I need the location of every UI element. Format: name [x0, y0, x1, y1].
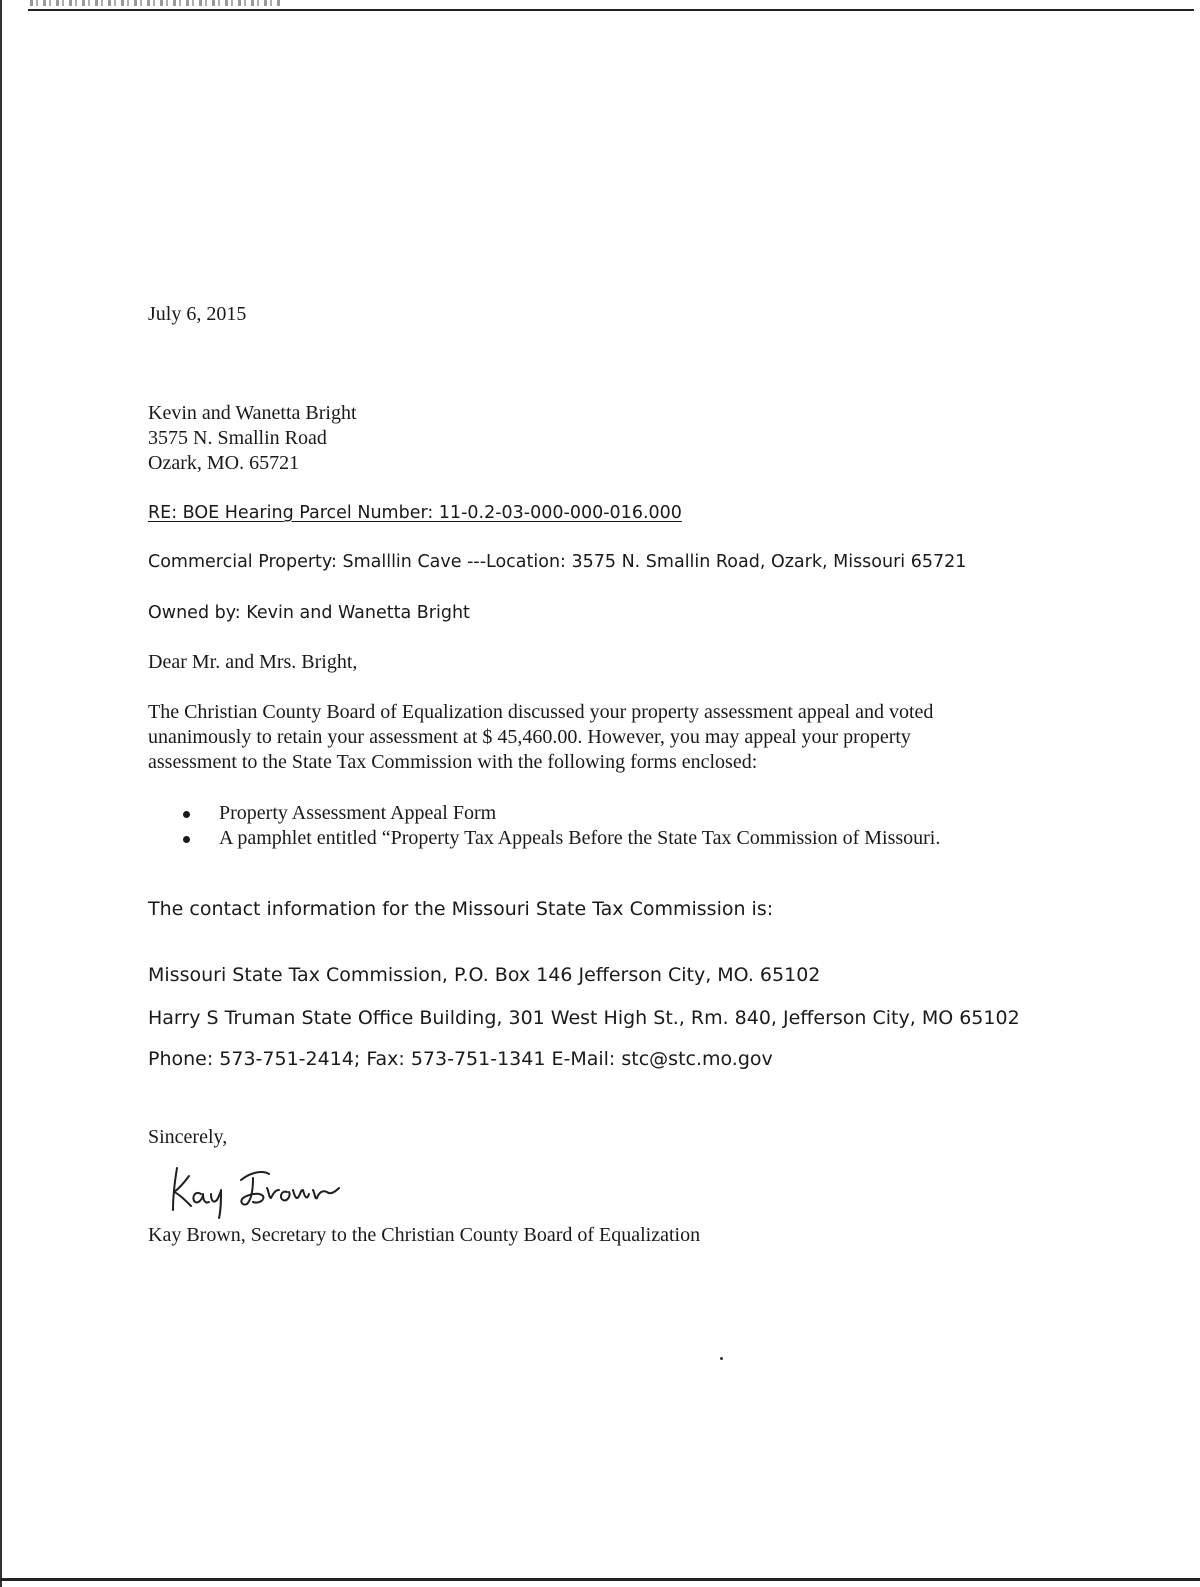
body-line: The Christian County Board of Equalization discussed your property assessment appeal and voted	[148, 701, 934, 723]
contact-phone-line: Phone: 573-751-2414; Fax: 573-751-1341 E-Mail: stc@stc.mo.gov	[148, 1048, 773, 1070]
letter-date: July 6, 2015	[148, 303, 247, 325]
scan-header-marks	[30, 0, 280, 6]
enclosure-label: A pamphlet entitled “Property Tax Appeals Before the State Tax Commission of Missouri.	[219, 827, 941, 849]
body-line: unanimously to retain your assessment at $ 45,460.00. However, you may appeal your property	[148, 726, 911, 748]
list-item	[174, 801, 940, 826]
bullet-icon	[183, 836, 190, 843]
property-line: Commercial Property: Smalllin Cave ---Location: 3575 N. Smallin Road, Ozark, Missouri 65721	[148, 552, 967, 572]
body-paragraph	[148, 700, 933, 775]
recipient-address	[148, 401, 357, 476]
recipient-city-state-zip: Ozark, MO. 65721	[148, 452, 300, 474]
contact-intro: The contact information for the Missouri State Tax Commission is:	[148, 898, 774, 920]
contact-mailing: Missouri State Tax Commission, P.O. Box 146 Jefferson City, MO. 65102	[148, 964, 821, 986]
signatory-line: Kay Brown, Secretary to the Christian County Board of Equalization	[148, 1224, 701, 1246]
scan-top-rule	[28, 9, 1194, 11]
recipient-street: 3575 N. Smallin Road	[148, 427, 327, 449]
re-line: RE: BOE Hearing Parcel Number: 11-0.2-03-000-000-016.000	[148, 503, 682, 523]
handwritten-signature	[163, 1160, 363, 1222]
enclosures-list	[174, 801, 940, 851]
closing: Sincerely,	[148, 1126, 228, 1148]
bullet-icon	[183, 811, 190, 818]
body-line: assessment to the State Tax Commission with the following forms enclosed:	[148, 751, 758, 773]
owner-line: Owned by: Kevin and Wanetta Bright	[148, 603, 470, 623]
contact-office: Harry S Truman State Office Building, 301 West High St., Rm. 840, Jefferson City, MO 65102	[148, 1007, 1020, 1029]
scan-bottom-rule	[0, 1578, 1200, 1581]
scan-left-edge	[0, 0, 2, 1587]
salutation: Dear Mr. and Mrs. Bright,	[148, 651, 358, 673]
enclosure-label: Property Assessment Appeal Form	[219, 802, 497, 824]
list-item	[174, 826, 940, 851]
scan-speck	[720, 1357, 723, 1360]
recipient-name: Kevin and Wanetta Bright	[148, 402, 357, 424]
